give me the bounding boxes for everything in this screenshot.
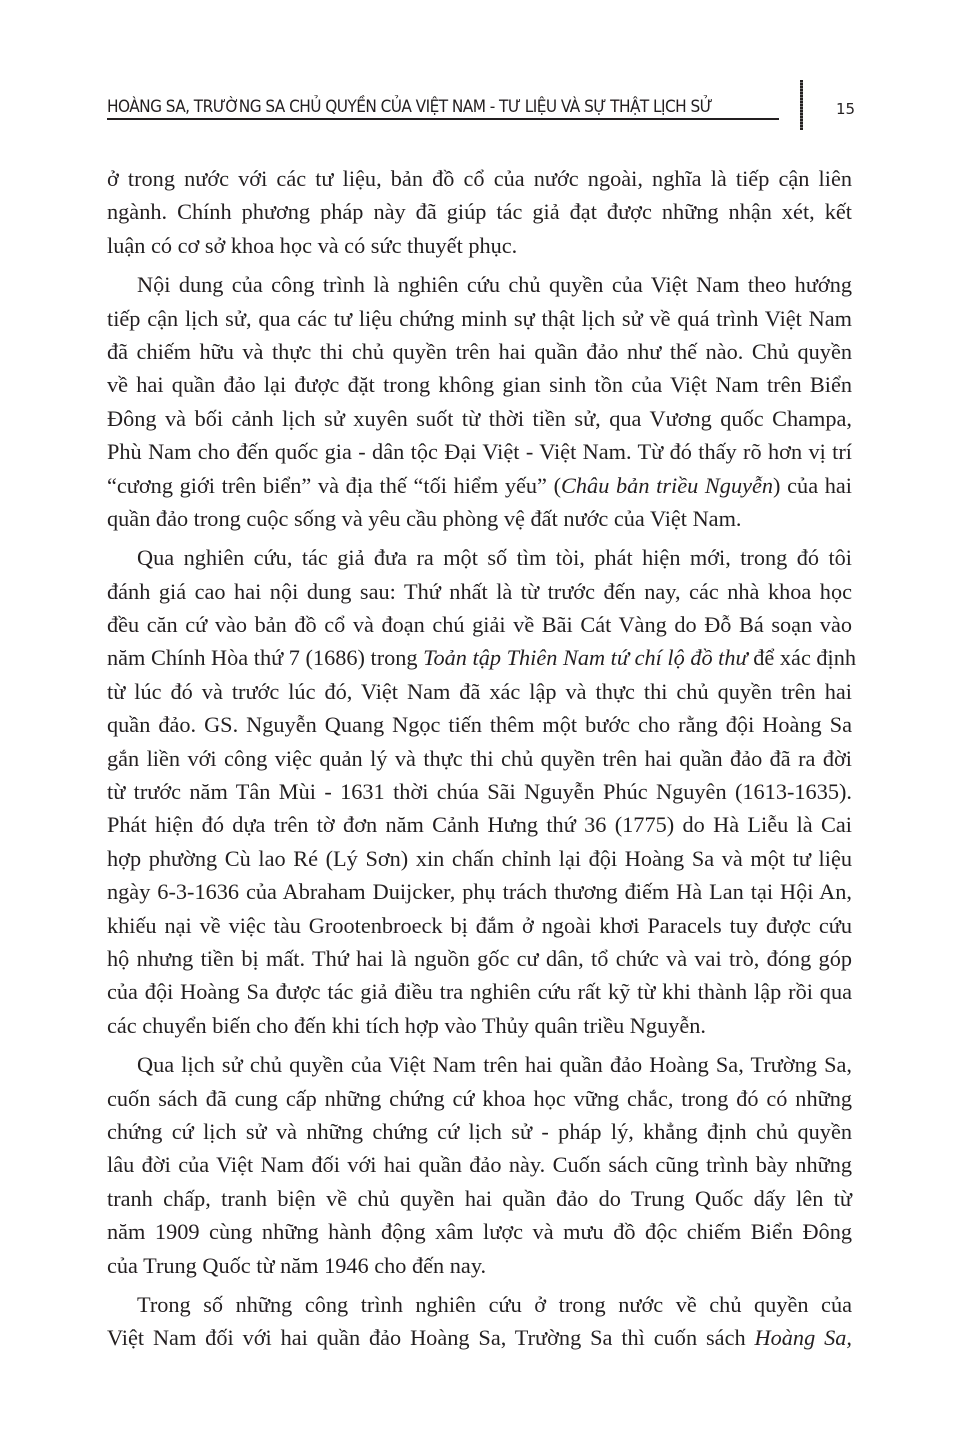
text-line: Đông và bối cảnh lịch sử xuyên suốt từ thời tiền sử, qua Vương quốc Champa, xyxy=(107,405,852,431)
text-line xyxy=(107,1321,852,1354)
text-line: gắn liền với công việc quản lý và thực thi chủ quyền trên hai quần đảo đã ra đời xyxy=(107,745,852,771)
text-line: quần đảo trong cuộc sống và yêu cầu phòng vệ đất nước của Việt Nam. xyxy=(107,505,742,531)
italic-title: Toản tập Thiên Nam tứ chí lộ đồ thư xyxy=(423,645,748,671)
paragraph xyxy=(107,1048,852,1282)
text-line: tiếp cận lịch sử, qua các tư liệu chứng minh sự thật lịch sử về quá trình Việt Nam xyxy=(107,305,852,331)
text-line: đánh giá cao hai nội dung sau: Thứ nhất là từ trước đến nay, các nhà khoa học xyxy=(107,578,852,604)
text-line: Qua lịch sử chủ quyền của Việt Nam trên hai quần đảo Hoàng Sa, Trường Sa, xyxy=(137,1052,852,1078)
text-segment: để xác định xyxy=(747,645,857,671)
text-line: từ lúc đó và trước lúc đó, Việt Nam đã xác lập và thực thi chủ quyền trên hai xyxy=(107,678,852,704)
text-line: luận có cơ sở khoa học và có sức thuyết phục. xyxy=(107,232,518,258)
paragraph xyxy=(107,1288,852,1355)
text-line: Phù Nam cho đến quốc gia - dân tộc Đại Việt - Việt Nam. Từ đó thấy rõ hơn vị trí xyxy=(107,439,852,465)
text-line: cuốn sách đã cung cấp những chứng cứ khoa học vững chắc, trong đó có những xyxy=(107,1085,852,1111)
text-line: năm 1909 cùng những hành động xâm lược và mưu đồ độc chiếm Biển Đông xyxy=(107,1219,852,1245)
text-line: của đội Hoàng Sa được tác giả điều tra nghiên cứu rất kỹ từ khi thành lập rồi qua xyxy=(107,979,852,1005)
text-line: từ trước năm Tân Mùi - 1631 thời chúa Sãi Nguyễn Phúc Nguyên (1613-1635). xyxy=(107,779,852,805)
text-segment: ) của hai xyxy=(773,472,852,498)
text-line: ở trong nước với các tư liệu, bản đồ cổ của nước ngoài, nghĩa là tiếp cận liên xyxy=(107,166,852,191)
page-number: 15 xyxy=(836,100,856,118)
text-line: Trong số những công trình nghiên cứu ở trong nước về chủ quyền của xyxy=(137,1291,852,1317)
text-line: khiếu nại về việc tàu Grootenbroeck bị đắm ở ngoài khơi Paracels tuy được cứu xyxy=(107,912,852,938)
text-line: đều căn cứ vào bản đồ cổ và đoạn chú giải về Bãi Cát Vàng do Đỗ Bá soạn vào xyxy=(107,612,852,638)
text-line: ngày 6-3-1636 của Abraham Duijcker, phụ trách thương điếm Hà Lan tại Hội An, xyxy=(107,879,852,905)
text-segment: năm Chính Hòa thứ 7 (1686) trong xyxy=(107,645,424,671)
text-line: tranh chấp, tranh biện về chủ quyền hai quần đảo do Trung Quốc dấy lên từ xyxy=(107,1185,852,1211)
paragraph xyxy=(107,268,852,535)
text-segment: Việt Nam đối với hai quần đảo Hoàng Sa, Trường Sa thì cuốn sách xyxy=(107,1325,755,1351)
text-line: Phát hiện đó dựa trên tờ đơn năm Cảnh Hưng thứ 36 (1775) do Hà Liễu là Cai xyxy=(107,812,852,838)
text-line: chứng cứ lịch sử và những chứng cứ lịch sử - pháp lý, khẳng định chủ quyền xyxy=(107,1118,852,1144)
text-line: quần đảo. GS. Nguyễn Quang Ngọc tiến thêm một bước cho rằng đội Hoàng Sa xyxy=(107,712,852,738)
running-header-title: HOÀNG SA, TRƯỜNG SA CHỦ QUYỀN CỦA VIỆT NAM - TƯ LIỆU VÀ SỰ THẬT LỊCH SỬ xyxy=(107,97,713,116)
text-line xyxy=(107,469,852,502)
text-line: về hai quần đảo lại được đặt trong không gian sinh tồn của Việt Nam trên Biển xyxy=(107,372,852,398)
text-segment: “cương giới trên biển” và địa thế “tối hiểm yếu” ( xyxy=(107,472,562,498)
text-line: Nội dung của công trình là nghiên cứu chủ quyền của Việt Nam theo hướng xyxy=(137,272,852,298)
text-line: các chuyển biến cho đến khi tích hợp vào Thủy quân triều Nguyễn. xyxy=(107,1012,706,1038)
text-line: đã chiếm hữu và thực thi chủ quyền trên hai quần đảo như thế nào. Chủ quyền xyxy=(107,338,852,364)
italic-title: Châu bản triều Nguyễn xyxy=(561,472,774,498)
running-header xyxy=(107,88,779,120)
text-line: Qua nghiên cứu, tác giả đưa ra một số tìm tòi, phát hiện mới, trong đó tôi xyxy=(137,545,852,571)
header-divider xyxy=(800,80,803,130)
paragraph xyxy=(107,541,857,1042)
text-line: của Trung Quốc từ năm 1946 cho đến nay. xyxy=(107,1252,487,1278)
paragraph xyxy=(107,162,852,262)
body-text xyxy=(107,162,857,1361)
text-line: hộ nhưng tiền bị mất. Thứ hai là nguồn gốc cư dân, tổ chức và vai trò, đóng góp xyxy=(107,945,852,971)
text-line: lâu đời của Việt Nam đối với hai quần đảo này. Cuốn sách cũng trình bày những xyxy=(107,1152,852,1178)
text-line: ngành. Chính phương pháp này đã giúp tác giả đạt được những nhận xét, kết xyxy=(107,199,852,225)
text-line: hợp phường Cù lao Ré (Lý Sơn) xin chấn chỉnh lại đội Hoàng Sa và một tư liệu xyxy=(107,845,852,871)
text-line xyxy=(107,641,857,674)
italic-title: Hoàng Sa, xyxy=(754,1325,852,1351)
